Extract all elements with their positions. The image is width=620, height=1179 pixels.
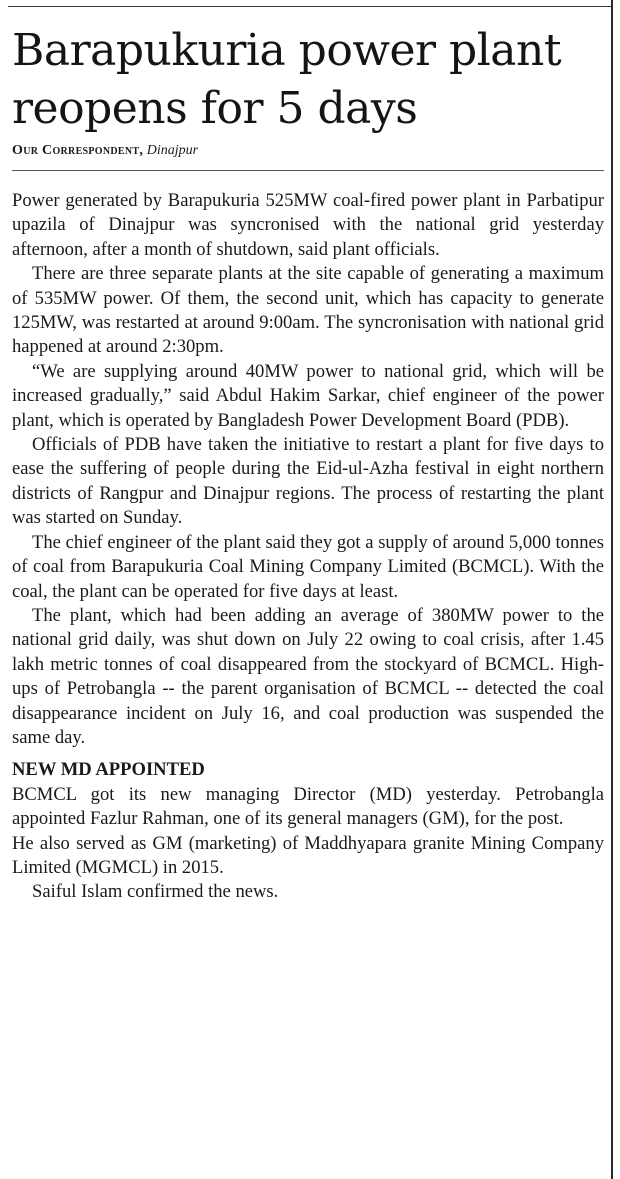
byline-author: Our Correspondent, xyxy=(12,143,144,158)
headline: Barapukuria power plant reopens for 5 days xyxy=(12,25,562,134)
paragraph: Officials of PDB have taken the initiative to restart a plant for five days to ease the suffering of people during the Eid-ul-Azha festival in eight northern districts of Rangpur and Dinajpur regions. The process of restarting the plant was started on Sunday. xyxy=(12,434,604,529)
paragraph: Power generated by Barapukuria 525MW coal-fired power plant in Parbatipur upazila of Dinajpur was syncronised with the national grid yesterday afternoon, after a month of shutdown, said plant officials. xyxy=(12,190,604,260)
article-body xyxy=(12,189,604,905)
paragraph: “We are supplying around 40MW power to national grid, which will be increased gradually,” said Abdul Hakim Sarkar, chief engineer of the power plant, which is operated by Bangladesh Power Development Board (PDB). xyxy=(12,360,604,431)
paragraph: Saiful Islam confirmed the news. xyxy=(32,881,279,903)
subheading: NEW MD APPOINTED xyxy=(12,759,205,781)
paragraph: The plant, which had been adding an average of 380MW power to the national grid daily, was shut down on July 22 owing to coal crisis, after 1.45 lakh metric tonnes of coal disappeared from the stockyard of BCMCL. High-ups of Petrobangla -- the parent organisation of BCMCL -- detected the coal disappearance incident on July 16, and coal production was suspended the same day. xyxy=(12,604,604,748)
paragraph: He also served as GM (marketing) of Maddhyapara granite Mining Company Limited (MGMCL) in 2015. xyxy=(12,832,604,878)
paragraph: BCMCL got its new managing Director (MD) yesterday. Petrobangla appointed Fazlur Rahman, one of its general managers (GM), for the post. xyxy=(12,783,604,830)
top-rule xyxy=(8,6,613,7)
paragraph: There are three separate plants at the site capable of generating a maximum of 535MW power. Of them, the second unit, which has capacity to generate 125MW, was restarted at around 9:00am. The syncronisation with national grid happened at around 2:30pm. xyxy=(12,263,604,358)
column-rule xyxy=(611,0,613,1179)
paragraph: The chief engineer of the plant said they got a supply of around 5,000 tonnes of coal from Barapukuria Coal Mining Company Limited (BCMCL). With the coal, the plant can be operated for five days at least. xyxy=(12,531,604,602)
byline xyxy=(12,142,604,171)
news-article xyxy=(12,22,604,905)
byline-place: Dinajpur xyxy=(146,143,199,158)
